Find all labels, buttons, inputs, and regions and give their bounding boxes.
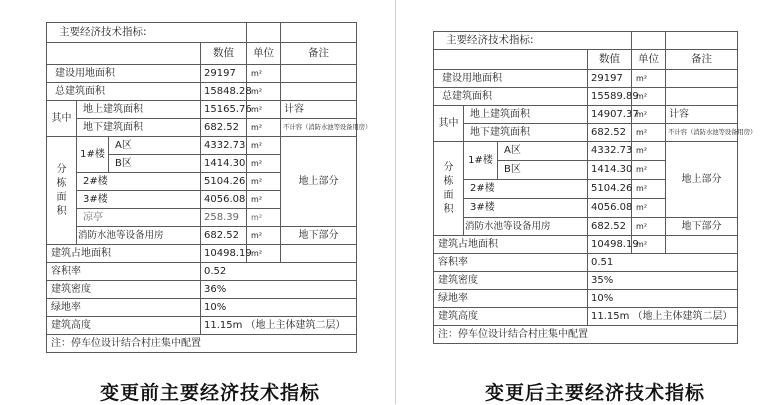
row-label: 建筑占地面积 [47,245,201,263]
of-which-label: 其中 [434,106,464,142]
row-note: 计容 [281,101,357,119]
row-value: 10% [588,290,738,308]
panel-divider [395,0,396,404]
row-label: 消防水池等设备用房 [77,227,201,245]
row-value: 11.15m （地上主体建筑二层） [201,317,357,335]
row-value: 0.52 [201,263,357,281]
before-spec-table [46,22,372,353]
split-area-label: 分栋面积 [47,137,77,245]
row-label: 2#楼 [77,173,201,191]
row-label: 地下建筑面积 [77,119,201,137]
row-unit: m² [247,209,281,227]
row-unit: m² [632,199,666,218]
row-unit: m² [247,173,281,191]
row-label: 建筑高度 [434,308,588,326]
row-label: 3#楼 [464,199,588,218]
row-value: 11.15m （地上主体建筑二层） [588,308,738,326]
row-label: 建筑密度 [434,272,588,290]
row-value: 682.52 [201,227,247,245]
row-label: 建筑高度 [47,317,201,335]
row-label: 2#楼 [464,180,588,199]
row-label: 绿地率 [47,299,201,317]
row-unit: m² [632,218,666,236]
header-note: 备注 [281,43,357,65]
row-value: 5104.26 [588,180,632,199]
row-note: 地上部分 [666,142,738,218]
row-value: 29197 [588,70,632,88]
header-unit: 单位 [247,43,281,65]
row-value: 10498.19 [201,245,247,263]
table-title: 主要经济技术指标: [47,23,247,43]
building-1-label: 1#楼 [464,142,498,180]
row-unit: m² [247,155,281,173]
row-label: A区 [498,142,588,161]
row-value: 4332.73 [588,142,632,161]
row-label: 地上建筑面积 [77,101,201,119]
table-footnote: 注：停车位设计结合村庄集中配置 [434,326,738,344]
row-value: 35% [588,272,738,290]
row-label: 凉亭 [77,209,201,227]
row-value: 0.51 [588,254,738,272]
row-label: B区 [498,161,588,180]
row-label: 地上建筑面积 [464,106,588,124]
row-note: 地下部分 [281,227,357,245]
row-label: 总建筑面积 [434,88,588,106]
row-unit: m² [632,70,666,88]
row-value: 4056.08 [201,191,247,209]
row-label: A区 [109,137,201,155]
table-title: 主要经济技术指标: [434,32,632,50]
after-panel [397,0,761,404]
row-label: 建设用地面积 [434,70,588,88]
row-note: 不计容（消防水池等设备用房） [666,124,738,142]
row-value: 10% [201,299,357,317]
row-note: 不计容（消防水池等设备用房） [281,119,357,137]
header-value: 数值 [588,50,632,70]
row-label: 总建筑面积 [47,83,201,101]
before-panel [8,0,386,404]
row-value: 5104.26 [201,173,247,191]
row-unit: m² [247,83,281,101]
row-value: 36% [201,281,357,299]
row-label: 容积率 [434,254,588,272]
of-which-label: 其中 [47,101,77,137]
row-label: 地下建筑面积 [464,124,588,142]
row-note: 计容 [666,106,738,124]
row-unit: m² [247,245,281,263]
row-unit: m² [632,88,666,106]
row-unit: m² [247,191,281,209]
row-value: 14907.37 [588,106,632,124]
row-value: 4056.08 [588,199,632,218]
row-unit: m² [632,180,666,199]
table-footnote: 注：停车位设计结合村庄集中配置 [47,335,357,353]
after-caption: 变更后主要经济技术指标 [485,382,706,404]
row-unit: m² [632,161,666,180]
row-label: B区 [109,155,201,173]
row-label: 3#楼 [77,191,201,209]
row-unit: m² [632,124,666,142]
row-value: 15848.28 [201,83,247,101]
row-note: 地下部分 [666,218,738,236]
row-label: 容积率 [47,263,201,281]
row-value: 15165.76 [201,101,247,119]
row-value: 15589.89 [588,88,632,106]
split-area-label: 分栋面积 [434,142,464,236]
after-spec-table [433,31,757,344]
header-note: 备注 [666,50,738,70]
row-label: 建筑占地面积 [434,236,588,254]
row-value: 10498.19 [588,236,632,254]
row-value: 1414.30 [588,161,632,180]
row-value: 4332.73 [201,137,247,155]
building-1-label: 1#楼 [77,137,109,173]
row-label: 绿地率 [434,290,588,308]
row-value: 1414.30 [201,155,247,173]
row-unit: m² [632,236,666,254]
before-caption: 变更前主要经济技术指标 [100,382,321,404]
row-unit: m² [632,106,666,124]
row-unit: m² [247,137,281,155]
row-unit: m² [247,227,281,245]
header-value: 数值 [201,43,247,65]
row-value: 682.52 [588,218,632,236]
row-label: 建筑密度 [47,281,201,299]
row-value: 682.52 [588,124,632,142]
header-unit: 单位 [632,50,666,70]
row-note: 地上部分 [281,137,357,227]
row-unit: m² [247,101,281,119]
row-unit: m² [247,65,281,83]
row-unit: m² [632,142,666,161]
row-value: 29197 [201,65,247,83]
row-label: 消防水池等设备用房 [464,218,588,236]
row-label: 建设用地面积 [47,65,201,83]
row-unit: m² [247,119,281,137]
row-value: 258.39 [201,209,247,227]
row-value: 682.52 [201,119,247,137]
